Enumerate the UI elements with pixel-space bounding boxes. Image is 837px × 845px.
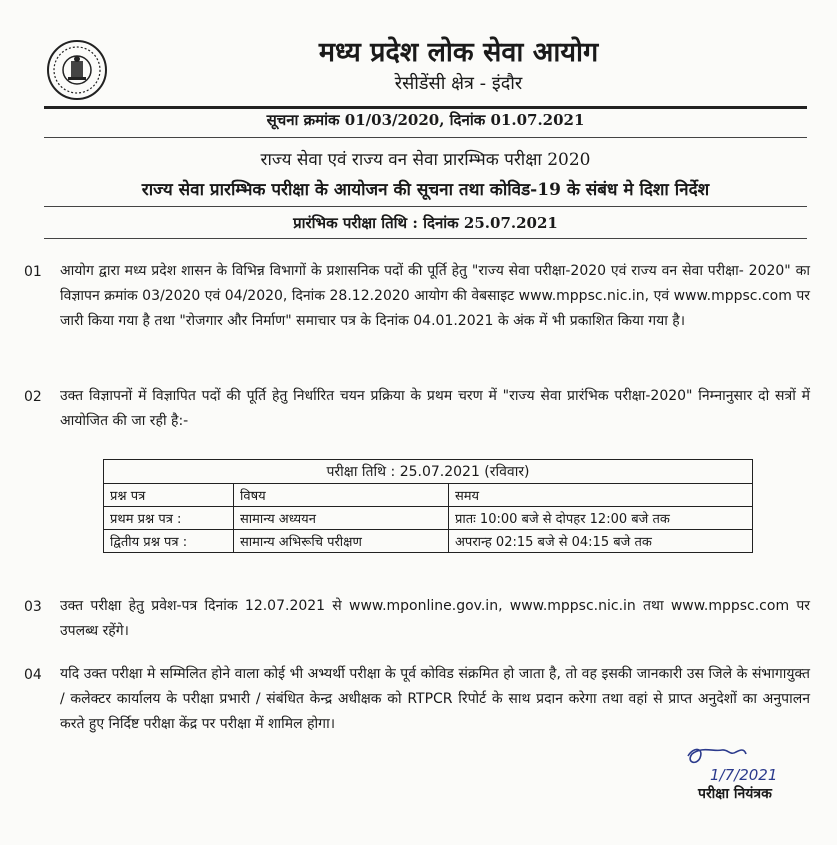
table-cell: प्रथम प्रश्न पत्र : bbox=[104, 507, 234, 530]
paragraph-text: उक्त विज्ञापनों में विज्ञापित पदों की पूर्ति हेतु निर्धारित चयन प्रक्रिया के प्रथम चरण में "राज्य सेवा प्रारंभिक परीक्षा-2020" निम्नानुसार दो सत्रों में आयोजित की जा रही है:- bbox=[60, 388, 810, 429]
schedule-heading: परीक्षा तिथि : 25.07.2021 (रविवार) bbox=[104, 460, 753, 484]
notice-subject: राज्य सेवा प्रारम्भिक परीक्षा के आयोजन की सूचना तथा कोविड-19 के संबंध मे दिशा निर्देश bbox=[141, 180, 710, 200]
mppsc-emblem-icon bbox=[46, 39, 108, 101]
paragraph-number: 03 bbox=[24, 599, 42, 615]
divider bbox=[44, 106, 807, 109]
office-location: रेसीडेंसी क्षेत्र - इंदौर bbox=[394, 73, 523, 94]
paragraph-number: 01 bbox=[24, 264, 42, 280]
table-cell: अपरान्ह 02:15 बजे से 04:15 बजे तक bbox=[449, 530, 753, 553]
signatory-designation: परीक्षा नियंत्रक bbox=[698, 786, 772, 802]
table-cell: सामान्य अभिरूचि परीक्षण bbox=[234, 530, 449, 553]
table-cell: द्वितीय प्रश्न पत्र : bbox=[104, 530, 234, 553]
table-row bbox=[104, 460, 753, 484]
table-row bbox=[104, 484, 753, 507]
paragraph-text: उक्त परीक्षा हेतु प्रवेश-पत्र दिनांक 12.07.2021 से www.mponline.gov.in, www.mppsc.nic.in तथा www.mppsc.com पर उपलब्ध रहेंगे। bbox=[60, 598, 810, 639]
table-cell: सामान्य अध्ययन bbox=[234, 507, 449, 530]
paragraph-number: 04 bbox=[24, 667, 42, 683]
exam-date-line: प्रारंभिक परीक्षा तिथि : दिनांक 25.07.2021 bbox=[293, 214, 558, 232]
table-row bbox=[104, 507, 753, 530]
exam-title: राज्य सेवा एवं राज्य वन सेवा प्रारम्भिक परीक्षा 2020 bbox=[260, 150, 591, 170]
exam-schedule-table bbox=[103, 459, 753, 553]
paragraph-number: 02 bbox=[24, 389, 42, 405]
column-header: प्रश्न पत्र bbox=[104, 484, 234, 507]
table-cell: प्रातः 10:00 बजे से दोपहर 12:00 बजे तक bbox=[449, 507, 753, 530]
column-header: समय bbox=[449, 484, 753, 507]
divider bbox=[44, 206, 807, 207]
divider bbox=[44, 137, 807, 138]
paragraph-text: आयोग द्वारा मध्य प्रदेश शासन के विभिन्न विभागों के प्रशासनिक पदों की पूर्ति हेतु "राज्य सेवा परीक्षा-2020 एवं राज्य वन सेवा परीक्षा- 2020" का विज्ञापन क्रमांक 03/2020 एवं 04/2020, दिनांक 28.12.2020 आयोग की वेबसाइट www.mppsc.nic.in, एवं www.mppsc.com पर जारी किया गया है तथा "रोजगार और निर्माण" समाचार पत्र के दिनांक 04.01.2021 के अंक में भी प्रकाशित किया गया है। bbox=[60, 263, 810, 329]
paragraph-text: यदि उक्त परीक्षा मे सम्मिलित होने वाला कोई भी अभ्यर्थी परीक्षा के पूर्व कोविड संक्रमित हो जाता है, तो वह इसकी जानकारी उस जिले के संभागायुक्त / कलेक्टर कार्यालय के परीक्षा प्रभारी / संबंधित केन्द्र अधीक्षक को RTPCR रिपोर्ट के साथ प्रदान करेगा तथा वहां से प्राप्त अनुदेशों का अनुपालन करते हुए निर्दिष्ट परीक्षा केंद्र पर परीक्षा में शामिल होगा। bbox=[60, 666, 810, 732]
signature-date: 1/7/2021 bbox=[710, 766, 778, 784]
table-row bbox=[104, 530, 753, 553]
organization-name: मध्य प्रदेश लोक सेवा आयोग bbox=[318, 37, 599, 68]
column-header: विषय bbox=[234, 484, 449, 507]
handwritten-signature-icon bbox=[680, 744, 800, 786]
notice-number: सूचना क्रमांक 01/03/2020, दिनांक 01.07.2021 bbox=[266, 111, 585, 129]
divider bbox=[44, 238, 807, 239]
